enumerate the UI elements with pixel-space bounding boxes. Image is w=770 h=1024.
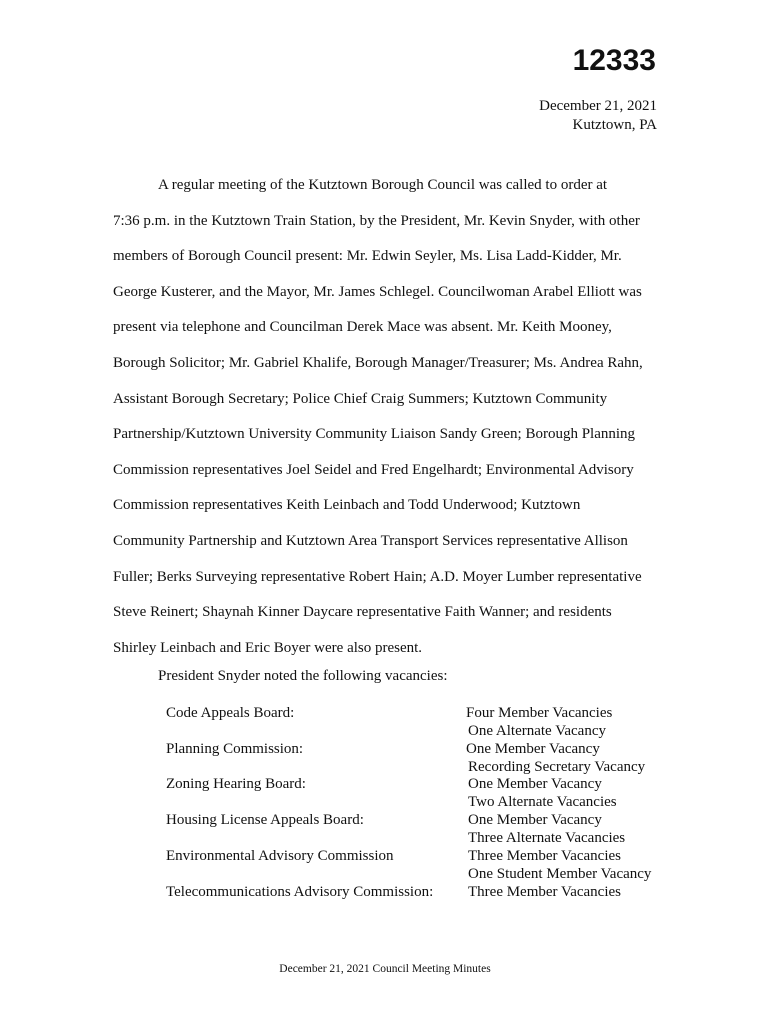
vacancy-board: Zoning Hearing Board: xyxy=(166,776,306,792)
paragraph-line: present via telephone and Councilman Derek Mace was absent. Mr. Keith Mooney, xyxy=(113,319,612,336)
paragraph-line: Commission representatives Keith Leinbach and Todd Underwood; Kutztown xyxy=(113,497,581,514)
page-number: 12333 xyxy=(572,44,656,77)
vacancy-value: One Alternate Vacancy xyxy=(468,722,606,739)
paragraph-line: 7:36 p.m. in the Kutztown Train Station, by the President, Mr. Kevin Snyder, with other xyxy=(113,212,640,229)
paragraph-line: Community Partnership and Kutztown Area Transport Services representative Allison xyxy=(113,532,628,549)
dateline xyxy=(539,97,657,135)
vacancy-board: Planning Commission: xyxy=(166,741,304,757)
vacancy-board: Housing License Appeals Board: xyxy=(166,812,364,828)
paragraph-line: Partnership/Kutztown University Community Liaison Sandy Green; Borough Planning xyxy=(113,426,636,443)
vacancy-values xyxy=(468,812,625,848)
vacancy-value: Three Alternate Vacancies xyxy=(468,829,626,846)
vacancy-board: Telecommunications Advisory Commission: xyxy=(166,884,434,900)
vacancy-value: Two Alternate Vacancies xyxy=(468,793,617,810)
paragraph-line: George Kusterer, and the Mayor, Mr. James Schlegel. Councilwoman Arabel Elliott was xyxy=(113,283,642,300)
vacancy-values xyxy=(466,705,612,741)
vacancy-values xyxy=(468,848,651,884)
vacancy-values xyxy=(468,776,617,812)
meeting-date: December 21, 2021 xyxy=(539,98,657,114)
vacancy-values xyxy=(468,884,621,902)
paragraph-line: Commission representatives Joel Seidel and Fred Engelhardt; Environmental Advisory xyxy=(113,461,634,478)
paragraph-line: Fuller; Berks Surveying representative Robert Hain; A.D. Moyer Lumber representative xyxy=(113,568,642,585)
vacancy-board: Environmental Advisory Commission xyxy=(166,848,394,864)
vacancy-value: Recording Secretary Vacancy xyxy=(468,758,646,775)
attendance-paragraph xyxy=(113,168,658,666)
paragraph-line: Shirley Leinbach and Eric Boyer were also present. xyxy=(113,639,423,656)
vacancy-board: Code Appeals Board: xyxy=(166,705,295,721)
vacancy-value: Three Member Vacancies xyxy=(468,884,621,900)
paragraph-line: members of Borough Council present: Mr. Edwin Seyler, Ms. Lisa Ladd-Kidder, Mr. xyxy=(113,248,622,265)
paragraph-line: A regular meeting of the Kutztown Borough Council was called to order at xyxy=(158,177,608,193)
vacancies-intro: President Snyder noted the following vacancies: xyxy=(158,668,448,684)
paragraph-line: Assistant Borough Secretary; Police Chief Craig Summers; Kutztown Community xyxy=(113,390,608,407)
vacancy-value: Three Member Vacancies xyxy=(468,848,621,864)
vacancy-value: One Member Vacancy xyxy=(468,776,602,792)
vacancy-value: One Student Member Vacancy xyxy=(468,865,652,882)
vacancy-values xyxy=(466,741,645,777)
vacancy-value: One Member Vacancy xyxy=(468,812,602,828)
paragraph-line: Borough Solicitor; Mr. Gabriel Khalife, Borough Manager/Treasurer; Ms. Andrea Rahn, xyxy=(113,354,643,371)
paragraph-line: Steve Reinert; Shaynah Kinner Daycare representative Faith Wanner; and residents xyxy=(113,604,612,621)
meeting-location: Kutztown, PA xyxy=(572,117,657,133)
vacancy-value: One Member Vacancy xyxy=(466,741,600,757)
page-footer: December 21, 2021 Council Meeting Minutes xyxy=(279,963,491,975)
vacancy-value: Four Member Vacancies xyxy=(466,705,613,721)
